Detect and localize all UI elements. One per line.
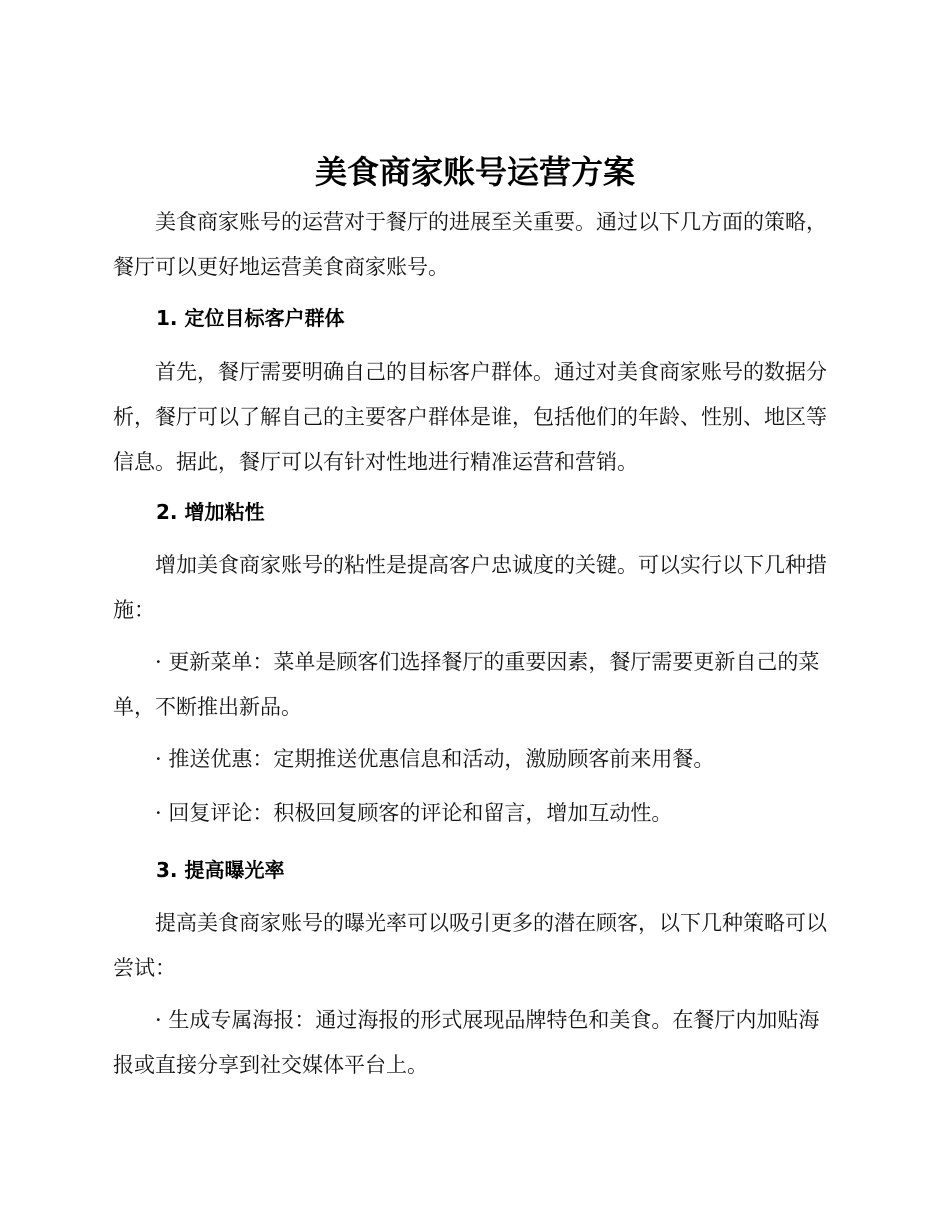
- section-heading-2: 2. 增加粘性: [156, 500, 265, 524]
- bullet-exclusive-poster: · 生成专属海报：通过海报的形式展现品牌特色和美食。在餐厅内加贴海报或直接分享到社交媒体平台上。: [113, 1008, 820, 1077]
- section-2-body: 增加美食商家账号的粘性是提高客户忠诚度的关键。可以实行以下几种措施：: [113, 553, 827, 622]
- document-title: 美食商家账号运营方案: [314, 153, 635, 191]
- section-heading-3: 3. 提高曝光率: [156, 858, 285, 882]
- bullet-update-menu: · 更新菜单：菜单是顾客们选择餐厅的重要因素，餐厅需要更新自己的菜单，不断推出新品。: [113, 650, 820, 719]
- bullet-push-offers: · 推送优惠：定期推送优惠信息和活动，激励顾客前来用餐。: [155, 747, 715, 771]
- bullet-reply-reviews: · 回复评论：积极回复顾客的评论和留言，增加互动性。: [155, 801, 673, 825]
- section-3-body: 提高美食商家账号的曝光率可以吸引更多的潜在顾客，以下几种策略可以尝试：: [113, 911, 827, 980]
- intro-paragraph: 美食商家账号的运营对于餐厅的进展至关重要。通过以下几方面的策略，餐厅可以更好地运营美食商家账号。: [113, 210, 827, 279]
- section-1-body: 首先，餐厅需要明确自己的目标客户群体。通过对美食商家账号的数据分析，餐厅可以了解自己的主要客户群体是谁，包括他们的年龄、性别、地区等信息。据此，餐厅可以有针对性地进行精准运营和营销。: [113, 360, 827, 474]
- section-heading-1: 1. 定位目标客户群体: [156, 306, 345, 330]
